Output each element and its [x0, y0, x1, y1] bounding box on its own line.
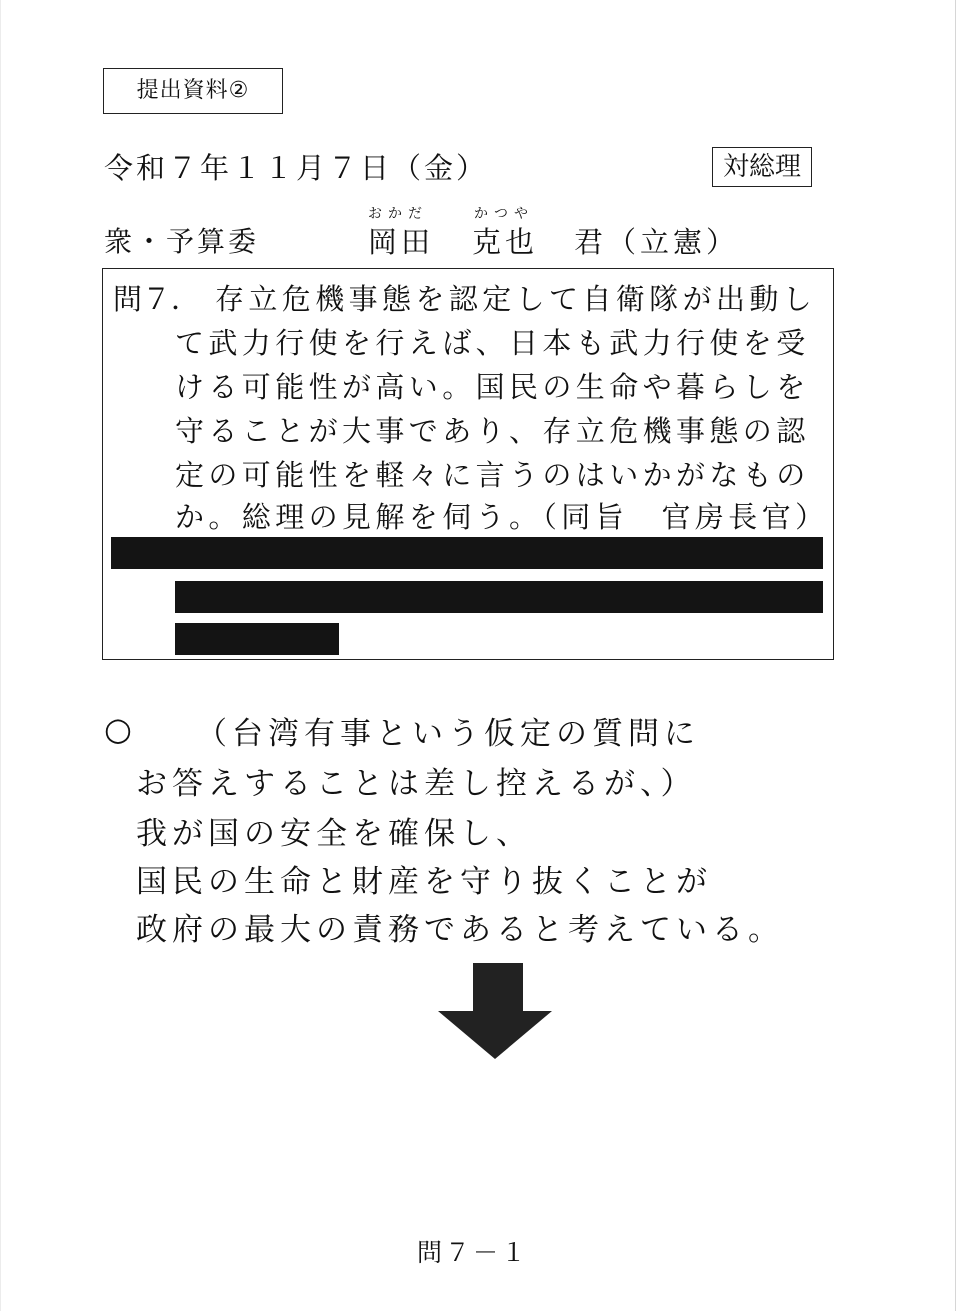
question-line: 守ることが大事であり、存立危機事態の認	[175, 414, 810, 448]
family-name-reading: おかだ	[368, 206, 428, 222]
committee: 衆・予算委	[104, 225, 260, 258]
addressee-box: 対総理	[712, 147, 812, 187]
answer-line: 国民の生命と財産を守り抜くことが	[136, 864, 712, 900]
page-edge	[955, 0, 956, 1311]
redaction-bar	[111, 537, 823, 569]
date: 令和７年１１月７日（金）	[104, 151, 489, 185]
question-line: か。総理の見解を伺う。（同旨 官房長官）	[175, 500, 829, 534]
given-name-reading: かつや	[474, 206, 534, 222]
question-box	[102, 268, 834, 660]
redaction-bar	[175, 581, 823, 613]
answer-circle-mark: ○	[104, 710, 132, 748]
page-edge	[0, 0, 1, 1311]
answer-line: 政府の最大の責務であると考えている。	[136, 912, 784, 948]
document-label: 提出資料②	[103, 68, 283, 114]
questioner-family-name: 岡田	[368, 225, 435, 259]
question-line: 定の可能性を軽々に言うのはいかがなもの	[175, 458, 810, 492]
down-arrow-icon	[438, 963, 552, 1059]
redaction-bar	[175, 623, 339, 655]
question-line: ける可能性が高い。国民の生命や暮らしを	[175, 370, 810, 404]
questioner-given-name: 克也	[472, 225, 539, 259]
page-number: 問７－１	[416, 1238, 529, 1267]
questioner-honorific-party: 君（立憲）	[574, 225, 740, 259]
question-line: て武力行使を行えば、日本も武力行使を受	[175, 326, 810, 360]
question-number: 問７．	[113, 282, 201, 316]
question-line: 存立危機事態を認定して自衛隊が出動し	[215, 282, 817, 316]
answer-line: お答えすることは差し控えるが、）	[136, 766, 697, 802]
answer-line: 我が国の安全を確保し、	[136, 816, 532, 852]
answer-line: （台湾有事という仮定の質問に	[196, 716, 700, 752]
